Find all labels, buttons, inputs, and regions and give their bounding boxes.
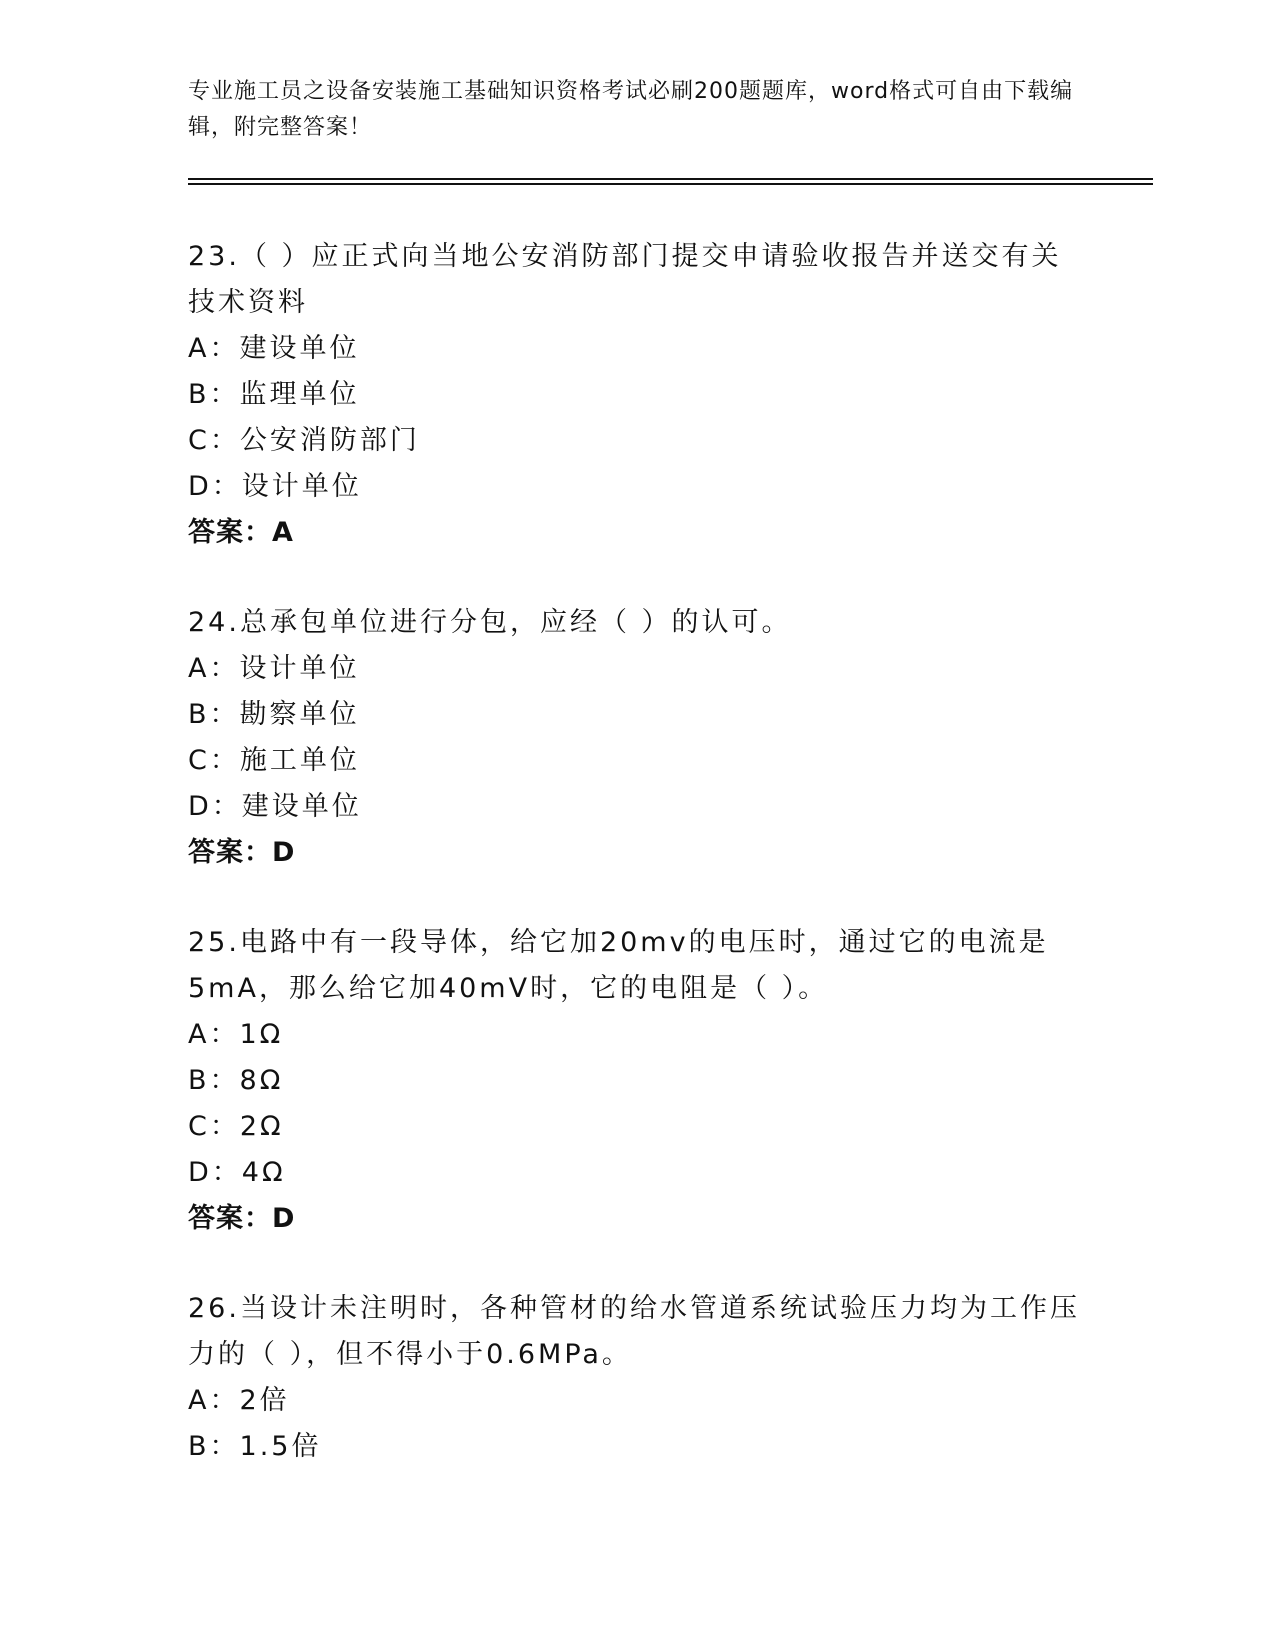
- question-24: [188, 600, 1088, 876]
- option-a: A：1Ω: [188, 1019, 284, 1050]
- answer: 答案：D: [188, 837, 296, 868]
- question-25: [188, 920, 1088, 1242]
- question-list: [188, 234, 1088, 1514]
- option-c: C：2Ω: [188, 1111, 284, 1142]
- header-rule-top: [188, 178, 1153, 180]
- question-text: 23.（ ）应正式向当地公安消防部门提交申请验收报告并送交有关技术资料: [188, 241, 1062, 318]
- option-a: A：建设单位: [188, 333, 360, 364]
- option-c: C：公安消防部门: [188, 425, 420, 456]
- answer: 答案：A: [188, 517, 294, 548]
- question-26: [188, 1286, 1088, 1470]
- option-d: D：设计单位: [188, 471, 362, 502]
- option-d: D：4Ω: [188, 1157, 286, 1188]
- question-text: 24.总承包单位进行分包，应经（ ）的认可。: [188, 607, 792, 638]
- question-text: 25.电路中有一段导体，给它加20mv的电压时，通过它的电流是5mA，那么给它加40mV时，它的电阻是（ ）。: [188, 927, 1049, 1004]
- document-header: 专业施工员之设备安装施工基础知识资格考试必刷200题题库，word格式可自由下载编辑，附完整答案！: [188, 79, 1074, 140]
- answer: 答案：D: [188, 1203, 296, 1234]
- option-b: B：8Ω: [188, 1065, 284, 1096]
- question-23: [188, 234, 1088, 556]
- question-text: 26.当设计未注明时，各种管材的给水管道系统试验压力均为工作压力的（ ），但不得小于0.6MPa。: [188, 1293, 1080, 1370]
- option-d: D：建设单位: [188, 791, 362, 822]
- option-c: C：施工单位: [188, 745, 360, 776]
- header-rule-bottom: [188, 183, 1153, 185]
- option-b: B：勘察单位: [188, 699, 360, 730]
- option-a: A：2倍: [188, 1385, 290, 1416]
- option-b: B：监理单位: [188, 379, 360, 410]
- option-a: A：设计单位: [188, 653, 360, 684]
- option-b: B：1.5倍: [188, 1431, 322, 1462]
